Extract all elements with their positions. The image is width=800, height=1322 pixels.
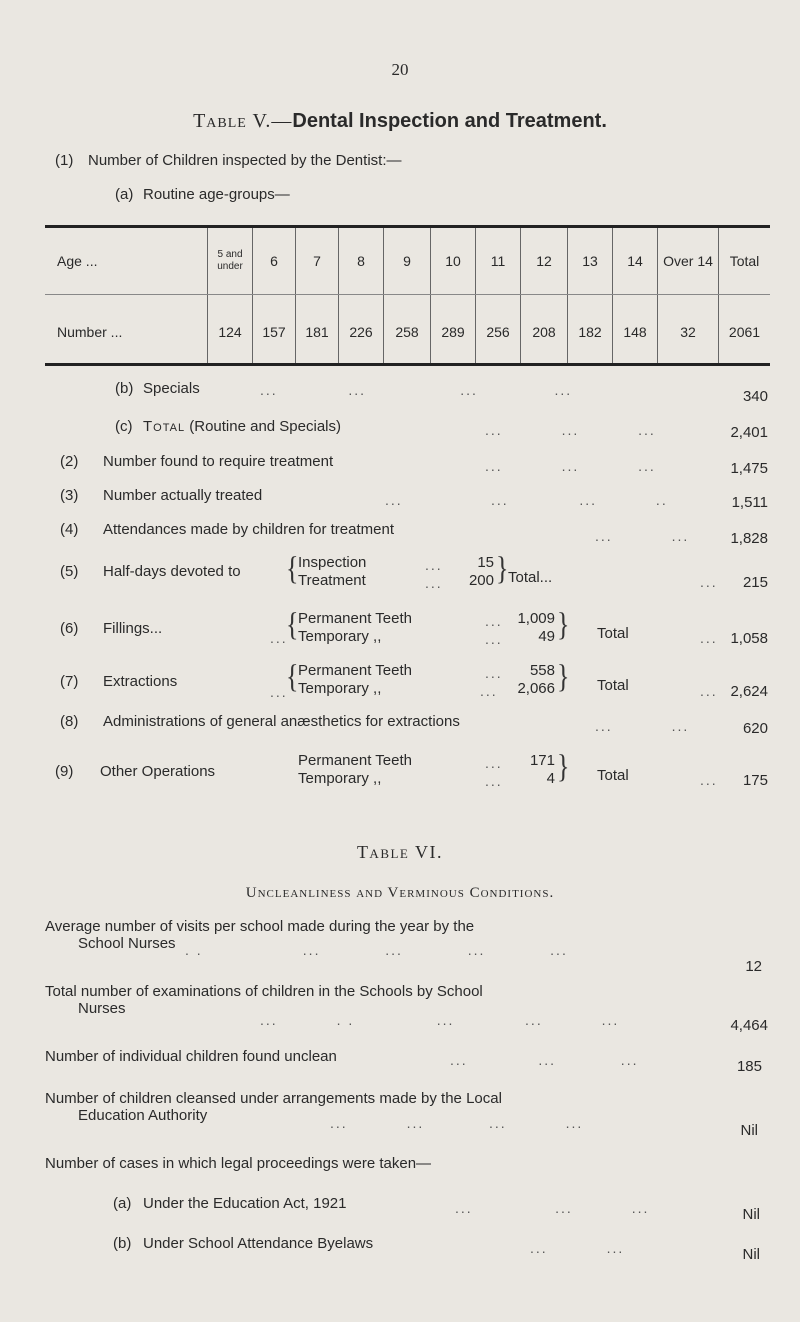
leader-dots: ...: [270, 684, 288, 700]
leader-dots: ...: [700, 683, 718, 699]
age-value-cell: 289: [431, 295, 476, 365]
item4-value: 1,828: [730, 530, 768, 547]
item3-text: Number actually treated: [103, 487, 263, 504]
age-header-cell: Over 14: [658, 227, 719, 295]
t6-row2-line2: Nurses: [78, 1000, 126, 1017]
item9-sub1: Permanent Teeth: [298, 752, 412, 769]
item5-text: Half-days devoted to: [103, 563, 241, 580]
age-header-cell: 12: [521, 227, 568, 295]
age-header-cell: 14: [613, 227, 658, 295]
item9-sub2: Temporary ,,: [298, 770, 382, 787]
item1-label: (1): [55, 152, 74, 169]
leader-dots: ...: [485, 665, 503, 681]
leader-dots: ...: [485, 773, 503, 789]
age-header-total: Total: [719, 227, 771, 295]
t6-row4-value: Nil: [740, 1122, 758, 1139]
age-header-cell: 11: [476, 227, 521, 295]
table6-subtitle: Uncleanliness and Verminous Conditions.: [245, 885, 555, 901]
item1c-text-prefix: Total: [143, 418, 186, 435]
age-value-cell: 124: [208, 295, 253, 365]
age-header-cell: 7: [296, 227, 339, 295]
item6-label: (6): [60, 620, 79, 637]
item3-label: (3): [60, 487, 79, 504]
age-header-cell: 6: [253, 227, 296, 295]
t6-row2-line1: Total number of examinations of children in the Schools by School: [45, 983, 483, 1000]
item7-text: Extractions: [103, 673, 178, 690]
leader-dots: ... . . ... ... ...: [260, 1012, 620, 1028]
item6-sub2-value: 49: [538, 628, 555, 645]
item5-total-label: Total...: [508, 569, 553, 586]
left-brace: {: [286, 550, 299, 587]
item1-text: Number of Children inspected by the Dentist:—: [88, 152, 402, 169]
item7-sub2: Temporary ,,: [298, 680, 382, 697]
age-value-cell: 226: [339, 295, 384, 365]
leader-dots: ... ... ... ...: [330, 1115, 584, 1131]
left-brace: {: [286, 658, 299, 695]
age-value-cell: 157: [253, 295, 296, 365]
item1c-label: (c): [115, 418, 133, 435]
age-header-cell: 10: [431, 227, 476, 295]
t6-row3-value: 185: [736, 1058, 762, 1075]
item7-total: 2,624: [730, 683, 768, 700]
table5-title-prefix: Table V.—: [193, 110, 293, 132]
table5-title: [0, 110, 800, 133]
t6-row5a-label: (a): [113, 1195, 132, 1212]
item7-total-label: Total: [597, 677, 629, 694]
age-header-cell: 13: [568, 227, 613, 295]
age-value-total: 2061: [719, 295, 771, 365]
leader-dots: ...: [700, 574, 718, 590]
item6-total-label: Total: [597, 625, 629, 642]
t6-row5b-text: Under School Attendance Byelaws: [143, 1235, 374, 1252]
item1c-value: 2,401: [730, 424, 768, 441]
item2-text: Number found to require treatment: [103, 453, 334, 470]
leader-dots: ... ...: [595, 528, 690, 544]
right-brace: }: [496, 550, 509, 587]
item6-sub1-value: 1,009: [517, 610, 555, 627]
right-brace: }: [557, 748, 570, 785]
age-header-cell: 5 and under: [208, 227, 253, 295]
leader-dots: ... ... ... ..: [385, 492, 668, 508]
item2-label: (2): [60, 453, 79, 470]
item2-value: 1,475: [730, 460, 768, 477]
t6-row4-line2: Education Authority: [78, 1107, 208, 1124]
item8-text: Administrations of general anæsthetics for extractions: [103, 713, 460, 730]
item6-text: Fillings...: [103, 620, 163, 637]
leader-dots: ... ... ...: [485, 422, 656, 438]
leader-dots: ...: [700, 630, 718, 646]
leader-dots: ... ... ...: [455, 1200, 650, 1216]
item6-total: 1,058: [730, 630, 768, 647]
item8-label: (8): [60, 713, 79, 730]
age-value-cell: 208: [521, 295, 568, 365]
item7-sub2-value: 2,066: [517, 680, 555, 697]
item9-total-label: Total: [597, 767, 629, 784]
t6-row4-line1: Number of children cleansed under arrangements made by the Local: [45, 1090, 502, 1107]
age-value-cell: 182: [568, 295, 613, 365]
item7-sub1-value: 558: [529, 662, 555, 679]
item9-text: Other Operations: [100, 763, 216, 780]
t6-row5-text: Number of cases in which legal proceedings were taken—: [45, 1155, 432, 1172]
age-value-cell: 32: [658, 295, 719, 365]
item1c-text-rest: (Routine and Specials): [185, 418, 341, 435]
leader-dots: ... ... ... ...: [260, 382, 573, 398]
age-table-number-row: [45, 295, 770, 365]
item4-text: Attendances made by children for treatment: [103, 521, 394, 538]
leader-dots: . . ... ... ... ...: [185, 942, 568, 958]
leader-dots: ... ...: [530, 1240, 625, 1256]
table6-title: Table VI.: [356, 842, 444, 862]
item8-value: 620: [742, 720, 768, 737]
item1a-label: (a): [115, 186, 134, 203]
age-value-cell: 256: [476, 295, 521, 365]
t6-row5b-label: (b): [113, 1235, 132, 1252]
item7-sub1: Permanent Teeth: [298, 662, 412, 679]
leader-dots: ...: [270, 630, 288, 646]
age-group-table: [45, 225, 770, 366]
age-value-cell: 181: [296, 295, 339, 365]
item9-sub1-value: 171: [529, 752, 555, 769]
leader-dots: ...: [425, 557, 443, 573]
leader-dots: ...: [485, 755, 503, 771]
age-value-cell: 148: [613, 295, 658, 365]
age-table-header-row: [45, 227, 770, 295]
item1b-label: (b): [115, 380, 134, 397]
t6-row3-text: Number of individual children found unclean: [45, 1048, 337, 1065]
age-header-cell: 9: [384, 227, 431, 295]
item5-sub1: Inspection: [298, 554, 367, 571]
leader-dots: ...: [700, 772, 718, 788]
item1a-text: Routine age-groups—: [143, 186, 290, 203]
number-row-label: Number ...: [57, 324, 123, 340]
item5-label: (5): [60, 563, 79, 580]
table5-title-main: Dental Inspection and Treatment.: [292, 110, 607, 132]
leader-dots: ... ...: [595, 718, 690, 734]
item5-sub1-value: 15: [477, 554, 494, 571]
leader-dots: ...: [425, 575, 443, 591]
page-number: 20: [391, 60, 409, 79]
leader-dots: ...: [485, 613, 503, 629]
item9-label: (9): [55, 763, 74, 780]
item4-label: (4): [60, 521, 79, 538]
t6-row1-line1: Average number of visits per school made during the year by the: [45, 918, 475, 935]
right-brace: }: [557, 606, 570, 643]
item5-sub2-value: 200: [468, 572, 494, 589]
age-value-cell: 258: [384, 295, 431, 365]
left-brace: {: [286, 606, 299, 643]
age-header-label: Age ...: [45, 227, 208, 295]
item9-total: 175: [742, 772, 768, 789]
item1b-text: Specials: [143, 380, 200, 397]
t6-row5a-value: Nil: [742, 1206, 760, 1223]
t6-row1-value: 12: [745, 958, 762, 975]
item6-sub1: Permanent Teeth: [298, 610, 412, 627]
item7-label: (7): [60, 673, 79, 690]
item6-sub2: Temporary ,,: [298, 628, 382, 645]
right-brace: }: [557, 658, 570, 695]
age-header-cell: 8: [339, 227, 384, 295]
leader-dots: ...: [485, 631, 503, 647]
t6-row5b-value: Nil: [742, 1246, 760, 1263]
item9-sub2-value: 4: [546, 770, 555, 787]
t6-row2-value: 4,464: [730, 1017, 768, 1034]
item1b-value: 340: [742, 388, 768, 405]
leader-dots: ... ... ...: [450, 1052, 639, 1068]
item1c-text: [143, 418, 341, 435]
leader-dots: ...: [480, 683, 498, 699]
leader-dots: ... ... ...: [485, 458, 656, 474]
item5-total: 215: [742, 574, 768, 591]
item3-value: 1,511: [731, 494, 768, 511]
t6-row1-line2: School Nurses: [78, 935, 176, 952]
t6-row5a-text: Under the Education Act, 1921: [143, 1195, 347, 1212]
item5-sub2: Treatment: [298, 572, 366, 589]
